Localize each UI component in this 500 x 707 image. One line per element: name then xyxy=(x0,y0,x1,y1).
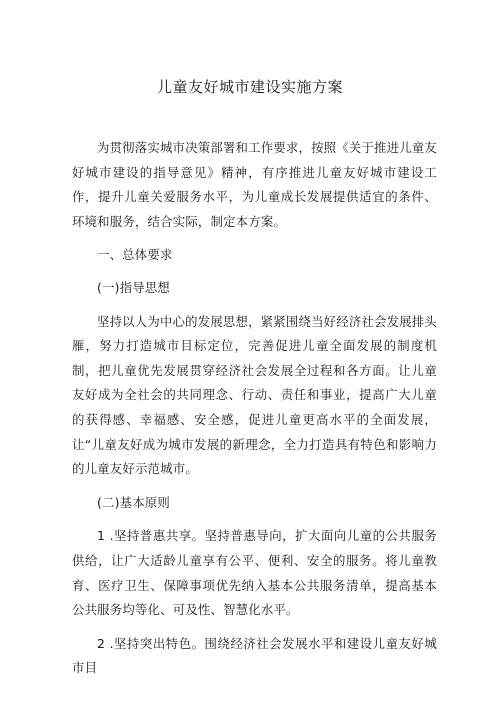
document-body xyxy=(72,136,437,681)
guiding-ideology-paragraph: 坚持以人为中心的发展思想，紧紧围绕当好经济社会发展排头雁，努力打造城市目标定位，完善促进儿童全面发展的制度机制，把儿童优先发展贯穿经济社会发展全过程和各方面。让儿童友好成为全社会的共同理念、行动、责任和事业，提高广大儿童的获得感、幸福感、安全感，促进儿童更高水平的全面发展，让“儿童友好成为城市发展的新理念，全力打造具有特色和影响力的儿童友好示范城市。 xyxy=(72,313,437,477)
section-heading-general-requirements: 一、总体要求 xyxy=(97,247,173,263)
principle-1-paragraph: 1 .坚持普惠共享。坚持普惠导向，扩大面向儿童的公共服务供给，让广大适龄儿童享有公平、便利、安全的服务。将儿童教育、医疗卫生、保障事项优先纳入基本公共服务清单，提高基本公共服务均等化、可及性、智慧化水平。 xyxy=(72,528,437,618)
subsection-heading-basic-principles: (二)基本原则 xyxy=(97,494,171,510)
subsection-heading-guiding-ideology: (一)指导思想 xyxy=(97,279,171,295)
principle-2-paragraph: 2 .坚持突出特色。围绕经济社会发展水平和建设儿童友好城市目 xyxy=(72,635,437,676)
intro-paragraph: 为贯彻落实城市决策部署和工作要求，按照《关于推进儿童友好城市建设的指导意见》精神，有序推进儿童友好城市建设工作，提升儿童关爱服务水平，为儿童成长发展提供适宜的条件、环境和服务，结合实际，制定本方案。 xyxy=(72,140,437,229)
document-title: 儿童友好城市建设实施方案 xyxy=(156,78,343,96)
